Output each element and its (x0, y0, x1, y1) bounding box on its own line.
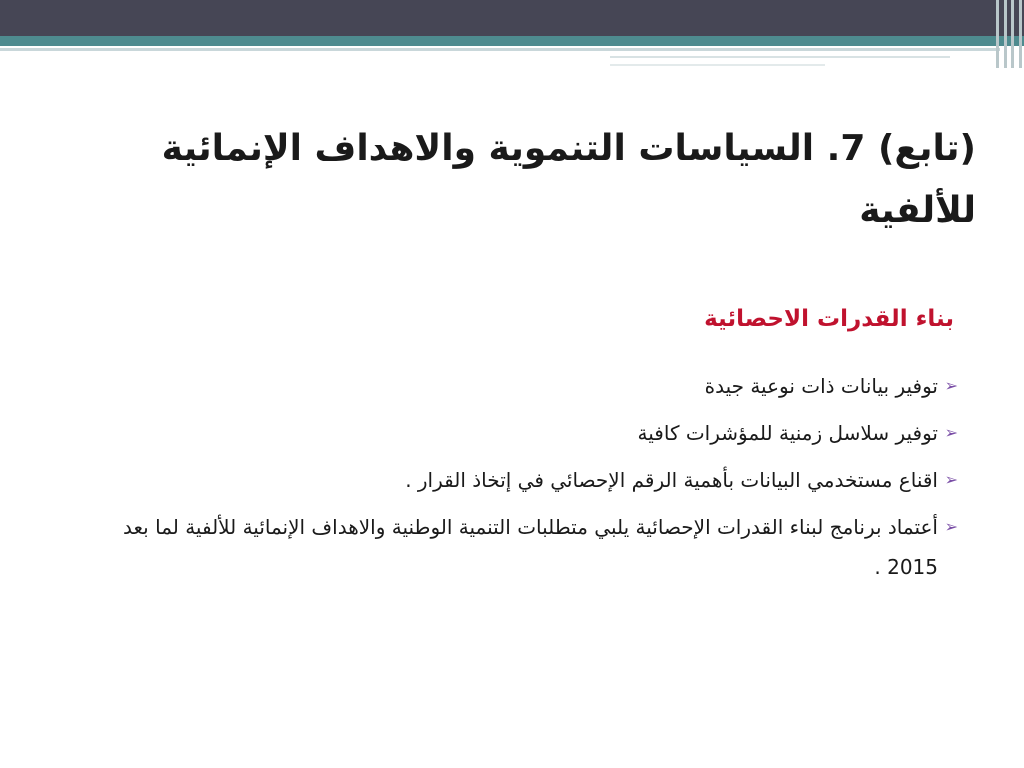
bullet-text: اقناع مستخدمي البيانات بأهمية الرقم الإحصائي في إتخاذ القرار . (405, 468, 938, 492)
arrow-bullet-icon: ➢ (944, 517, 958, 536)
slide-title: (تابع) 7. السياسات التنموية والاهداف الإنمائية للألفية (161, 128, 976, 231)
list-item (98, 507, 958, 587)
decorative-line (0, 48, 1000, 51)
decorative-line (610, 56, 950, 58)
decorative-line (610, 64, 825, 66)
teal-accent-band (0, 36, 1024, 46)
bullet-text: توفير سلاسل زمنية للمؤشرات كافية (637, 421, 938, 445)
bullet-text: توفير بيانات ذات نوعية جيدة (704, 374, 938, 398)
list-item (98, 413, 958, 453)
arrow-bullet-icon: ➢ (944, 376, 958, 395)
arrow-bullet-icon: ➢ (944, 470, 958, 489)
list-item (98, 460, 958, 500)
list-item (98, 366, 958, 406)
top-decorative-band (0, 0, 1024, 36)
arrow-bullet-icon: ➢ (944, 423, 958, 442)
bullet-text: أعتماد برنامج لبناء القدرات الإحصائية يلبي متطلبات التنمية الوطنية والاهداف الإنمائية للألفية لما بعد 2015 . (123, 515, 938, 579)
section-subheading: بناء القدرات الاحصائية (704, 306, 954, 332)
bullet-list (98, 366, 958, 594)
corner-stripes-decoration (994, 0, 1024, 68)
